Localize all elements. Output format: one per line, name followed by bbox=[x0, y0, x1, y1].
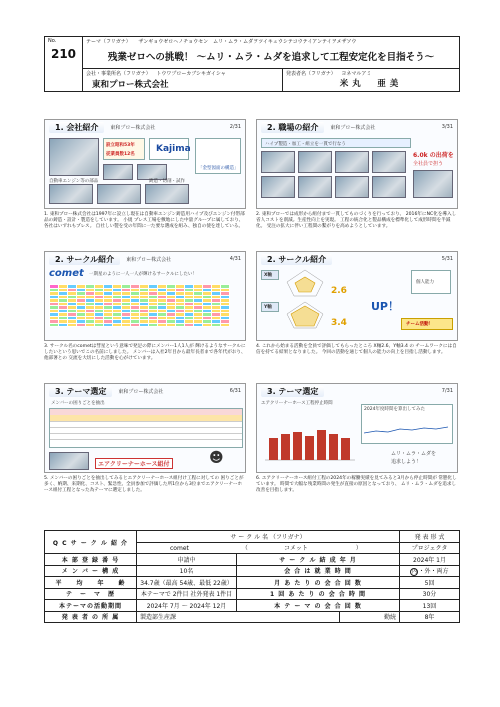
yearly-chart-box bbox=[361, 404, 453, 444]
presenter-kana: ヨネマルアミ bbox=[341, 71, 372, 77]
service-label: 勤続 bbox=[340, 611, 400, 623]
page bbox=[44, 36, 460, 622]
slide-description: 6. エアクリーナーホース組付工程の2024年の稼働実績を見てみると3月から停止時間が 常態化しています。 時間で大幅な残業時間の発生が直接の原因となっており、 ムリ・ムラ・ムダを追求し改善を目指します。 bbox=[256, 476, 457, 493]
workplace-photo-7 bbox=[335, 176, 369, 198]
slide-theme-selection bbox=[44, 383, 246, 473]
x-axis-label: X軸 bbox=[264, 273, 272, 278]
y-axis-label: Y軸 bbox=[264, 305, 272, 310]
qc-intro-label: Q C サ ー ク ル 紹 介 bbox=[45, 531, 137, 554]
shipment-text: 6.0k の出荷を bbox=[413, 152, 454, 159]
qc-circle-table bbox=[44, 530, 460, 623]
slide-description: 1. 東和プロー株式会社は1997年に設立し現在は自動車エンジン鋳造用ハイプ及びエンジン付帯部品の鋳造・設計・製造をしています。 小規 プレス工場を敷地にした中量グループに属しており、各社はいずれもプレス。 自社しい製を受の年間に一た要な選成を組み、独自の使を達している。 bbox=[44, 212, 245, 229]
per-month-label: 月 あ た り の 会 合 回 数 bbox=[237, 577, 400, 589]
workplace-photo-3 bbox=[335, 151, 369, 173]
employees-text: 従業員数12名 bbox=[106, 152, 135, 157]
radar-chart-y bbox=[283, 300, 327, 330]
factory-photo bbox=[49, 138, 99, 176]
slide-description: 2. 東和プローでは成形から組付まで一貫してものづくりを行っており、 2016年にNC化を導入し省人コストを削減。生産性向上を実現。 工程の統合化と製品構成を標準化して成形時間を半減化。 受注の拡大に伴い工程間の繋がりを高めようとしています。 bbox=[256, 212, 457, 229]
slide-logo: 東和プロー株式会社 bbox=[126, 256, 172, 263]
number-value: 210 bbox=[50, 47, 77, 61]
person-icon: ☻ bbox=[209, 450, 224, 466]
structure-text: 「金型図面の構造」 bbox=[198, 166, 239, 171]
slide-logo: 東和プロー株式会社 bbox=[118, 388, 164, 395]
slide-company-intro bbox=[44, 119, 246, 209]
partner-logo: Kajima bbox=[156, 144, 191, 154]
members-value: 10名 bbox=[137, 565, 237, 577]
company-label: 会社・事業所名（フリガナ） bbox=[86, 71, 151, 77]
chart-caption: エアクリーナーホース工程停止時間 bbox=[261, 401, 333, 406]
slide-cell-2 bbox=[256, 119, 458, 230]
y-axis-tag bbox=[261, 302, 279, 312]
slide-title: 2. サークル紹介 bbox=[49, 254, 120, 265]
slide-cell-1 bbox=[44, 119, 246, 230]
slide-title: 1. 会社紹介 bbox=[49, 122, 104, 133]
circle-kana-close: ） bbox=[355, 545, 362, 553]
slide-page: 6/31 bbox=[229, 388, 241, 394]
reg-no-value: 申請中 bbox=[137, 554, 237, 566]
radar-chart-x bbox=[283, 268, 327, 298]
total-value: 13回 bbox=[400, 600, 460, 612]
slide-logo: 東和プロー株式会社 bbox=[110, 124, 156, 131]
slide-title: 3. テーマ選定 bbox=[49, 386, 112, 397]
theme-count-value: 本テーマで 2件目 社外発表 1件目 bbox=[137, 588, 237, 600]
theme-cell bbox=[83, 37, 460, 69]
theme-title: 残業ゼロへの挑戦！ ～ムリ・ムラ・ムダを追求して工程安定化を目指そう～ bbox=[107, 52, 435, 63]
workplace-photo-4 bbox=[372, 151, 406, 173]
structure-box bbox=[195, 138, 241, 174]
slide-description: 5. メンバーの困りごとを抽出してみるとエアクリーナーホース組付け工程に対しての 困りごとが多く、納期、来期化、コスト、緊急性、全員参加で評価した所1位から3位までエアクリーナーホース組付工程となった為テーマに選定しました。 bbox=[44, 476, 244, 493]
founded-value: 2024年 1月 bbox=[400, 554, 460, 566]
slide-description: 3. サークル名のcometは彗星という意味で発足の際にメンバー1人1人が 輝けるようなサークルにしたいという思いでこの名前にしました。 メンバーは入社2年目から最年長者まで各年代がおり、他部署との 交流を大切にした活動を心がけています。 bbox=[44, 344, 246, 361]
number-label: No. bbox=[48, 38, 57, 44]
circle-kana: コメット bbox=[283, 545, 308, 553]
founded-text: 設立昭和53年 bbox=[106, 143, 135, 148]
ability-box bbox=[411, 270, 451, 294]
ability-text: 個人能力 bbox=[416, 280, 434, 285]
period-value: 2024年 7月 ～ 2024年 12月 bbox=[137, 600, 237, 612]
presenter-label: 発表者名（フリガナ） bbox=[286, 71, 336, 77]
slide-description: 4. これから始まる活動を全員で評価してもらったところ X軸2.6、Y軸3.4 の チームワークには自信を持てる結果となりました。 今回の活動を通じて個人の能力の向上を目指し活動します。 bbox=[256, 344, 457, 355]
format-label: 発 表 形 式 bbox=[400, 531, 460, 543]
slide-title: 2. サークル紹介 bbox=[261, 254, 332, 265]
total-label: 本 テ ー マ の 会 合 回 数 bbox=[237, 600, 400, 612]
slide-title: 3. テーマ選定 bbox=[261, 386, 324, 397]
workplace-photo-6 bbox=[298, 176, 332, 198]
slide-circle-intro bbox=[44, 251, 246, 341]
process-caption: 鋳造・切削・試作 bbox=[149, 179, 185, 184]
presenter-name: 米丸 亜美 bbox=[339, 79, 403, 89]
slide-circle-evaluation bbox=[256, 251, 458, 341]
slide-page: 7/31 bbox=[441, 388, 453, 394]
extraction-text: メンバーの困りごとを抽出 bbox=[51, 401, 105, 406]
selected-theme-tag: エアクリーナーホース組付 bbox=[95, 458, 173, 469]
period-label: 本テーマの活動期間 bbox=[45, 600, 137, 612]
slide-page: 2/31 bbox=[229, 124, 241, 130]
slide-page: 4/31 bbox=[229, 256, 241, 262]
company-cell bbox=[83, 69, 283, 92]
workplace-photo-8 bbox=[372, 176, 406, 198]
format-value: プロジェクタ bbox=[400, 542, 460, 554]
reg-no-label: 本 部 登 録 番 号 bbox=[45, 554, 137, 566]
slide-cell-4 bbox=[256, 251, 458, 356]
process-banner-text: ハイプ製造・加工・組立を一貫で行なう bbox=[265, 142, 346, 147]
x-score: 2.6 bbox=[331, 286, 347, 296]
x-axis-tag bbox=[261, 270, 279, 280]
slide-workplace-intro bbox=[256, 119, 458, 209]
stop-time-bar-chart bbox=[261, 408, 357, 466]
slide-cell-6 bbox=[256, 383, 458, 494]
product-photo bbox=[413, 170, 453, 198]
circle-name-logo: comet bbox=[49, 268, 84, 279]
yearly-line-chart bbox=[364, 413, 450, 443]
company-kana: トウワプローカブシキガイシャ bbox=[156, 71, 226, 77]
muri-text: ムリ・ムラ・ムダを bbox=[391, 451, 437, 457]
process-banner bbox=[261, 138, 411, 148]
meeting-time-value bbox=[400, 565, 460, 577]
per-month-value: 5回 bbox=[400, 577, 460, 589]
circle-slogan: 一期星のように一人一人が輝けるサークルにしたい！ bbox=[89, 272, 197, 277]
member-heatmap bbox=[49, 284, 230, 327]
meeting-inside-option: 内 bbox=[411, 568, 417, 575]
service-value: 8年 bbox=[400, 611, 460, 623]
company-name: 東和プロー株式会社 bbox=[92, 80, 169, 90]
parts-caption: 自動車エンジン等の部品 bbox=[49, 179, 99, 184]
header-table bbox=[44, 36, 460, 92]
workplace-photo-1 bbox=[261, 151, 295, 173]
team-activity-text: チーム活動！ bbox=[406, 322, 433, 327]
team-activity-box bbox=[401, 318, 453, 330]
theme-count-label: テ ー マ 歴 bbox=[45, 588, 137, 600]
slide-cell-5 bbox=[44, 383, 246, 494]
per-session-label: 1 回 あ た り の 会 合 時 間 bbox=[237, 588, 400, 600]
slide-title: 2. 職場の紹介 bbox=[261, 122, 324, 133]
slide-page: 5/31 bbox=[441, 256, 453, 262]
per-session-value: 30分 bbox=[400, 588, 460, 600]
theme-kana: ザンギョウゼロヘノチョウセン ムリ・ムラ・ムダヲツイキュウシテコウテイアンテイヲメザソウ bbox=[138, 39, 357, 45]
workplace-photo-5 bbox=[261, 176, 295, 198]
product-photo-2 bbox=[97, 184, 141, 204]
shipment-sub: 全社員で担う bbox=[413, 161, 444, 167]
slide-theme-selection-2 bbox=[256, 383, 458, 473]
members-label: メ ン バ ー 構 成 bbox=[45, 565, 137, 577]
up-text: UP！ bbox=[371, 300, 399, 313]
founded-label: サ ー ク ル 結 成 年 月 bbox=[237, 554, 400, 566]
meeting-outside-options: ・外・両方 bbox=[418, 567, 449, 575]
members-photo bbox=[49, 452, 89, 470]
y-score: 3.4 bbox=[331, 318, 347, 328]
product-photo-1 bbox=[49, 184, 93, 204]
number-cell bbox=[45, 37, 83, 92]
slide-logo: 東和プロー株式会社 bbox=[330, 124, 376, 131]
circle-name-label: サ ー ク ル 名 （フリガナ） bbox=[137, 531, 400, 543]
theme-label: テーマ（フリガナ） bbox=[86, 39, 131, 45]
info-box bbox=[103, 138, 145, 160]
logo-box bbox=[149, 138, 189, 160]
dept-label: 発 表 者 の 所 属 bbox=[45, 611, 137, 623]
evaluation-table bbox=[49, 408, 243, 448]
dept-value: 製造部生産課 bbox=[137, 611, 340, 623]
yearly-chart-caption: 2024年度時間を算出してみた bbox=[364, 407, 425, 412]
circle-name-cell bbox=[137, 542, 400, 554]
workplace-photo-2 bbox=[298, 151, 332, 173]
presenter-cell bbox=[283, 69, 460, 92]
part-photo-1 bbox=[103, 164, 133, 180]
product-photo-3 bbox=[145, 184, 189, 204]
age-value: 34.7歳（最高 54歳、最低 22歳） bbox=[137, 577, 237, 589]
circle-kana-open: （ bbox=[241, 545, 248, 553]
meeting-time-label: 会 合 は 就 業 時 間 bbox=[237, 565, 400, 577]
slide-cell-3 bbox=[44, 251, 246, 362]
slide-page: 3/31 bbox=[441, 124, 453, 130]
age-label: 平 均 年 齢 bbox=[45, 577, 137, 589]
circle-name: comet bbox=[170, 545, 189, 553]
pursue-text: 追求しよう！ bbox=[391, 459, 422, 465]
